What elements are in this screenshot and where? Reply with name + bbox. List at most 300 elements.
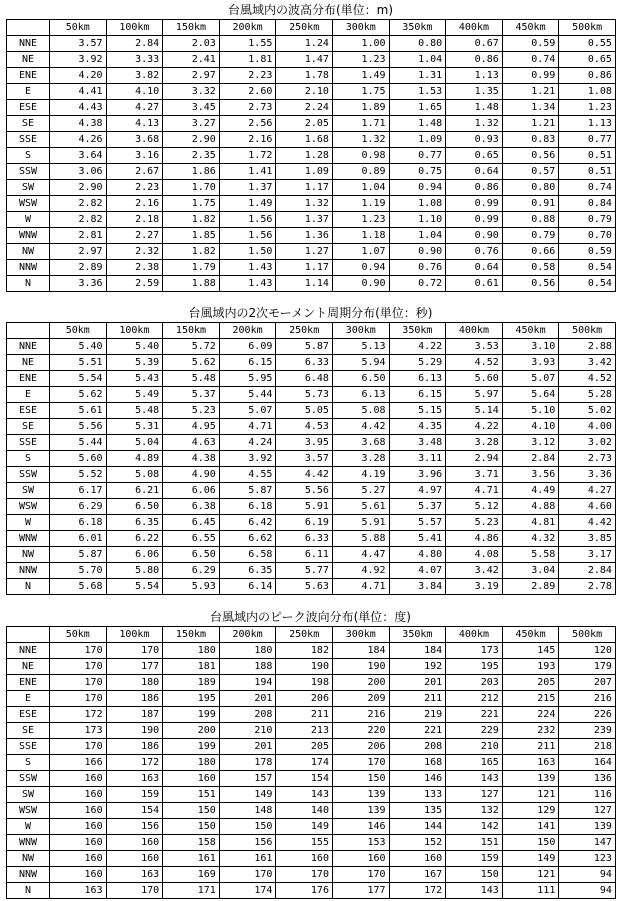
value-cell: 176 (276, 883, 333, 899)
column-header: 400km (446, 323, 503, 339)
value-cell: 172 (106, 755, 163, 771)
value-cell: 182 (276, 643, 333, 659)
direction-cell: SSW (7, 467, 50, 483)
value-cell: 221 (446, 707, 503, 723)
table-row (7, 819, 616, 835)
value-cell: 177 (332, 883, 389, 899)
value-cell: 1.49 (332, 68, 389, 84)
value-cell: 143 (446, 771, 503, 787)
column-header: 350km (389, 627, 446, 643)
peak-direction-title: 台風域内のピーク波向分布(単位：度) (210, 610, 411, 624)
table-row (7, 787, 616, 803)
value-cell: 140 (276, 803, 333, 819)
value-cell: 149 (502, 851, 559, 867)
value-cell: 169 (163, 867, 220, 883)
value-cell: 4.71 (332, 579, 389, 595)
value-cell: 3.56 (502, 467, 559, 483)
table-row (7, 563, 616, 579)
direction-cell: NNW (7, 260, 50, 276)
value-cell: 6.35 (219, 563, 276, 579)
value-cell: 2.38 (106, 260, 163, 276)
value-cell: 3.12 (502, 435, 559, 451)
value-cell: 2.03 (163, 36, 220, 52)
value-cell: 210 (219, 723, 276, 739)
value-cell: 3.02 (559, 435, 616, 451)
value-cell: 154 (276, 771, 333, 787)
value-cell: 3.36 (50, 276, 107, 292)
value-cell: 192 (389, 659, 446, 675)
value-cell: 120 (559, 643, 616, 659)
value-cell: 142 (446, 819, 503, 835)
value-cell: 4.27 (559, 483, 616, 499)
value-cell: 5.68 (50, 579, 107, 595)
table-row (7, 419, 616, 435)
direction-cell: NNW (7, 867, 50, 883)
value-cell: 1.71 (332, 116, 389, 132)
value-cell: 0.77 (559, 132, 616, 148)
value-cell: 6.48 (276, 371, 333, 387)
value-cell: 163 (106, 771, 163, 787)
value-cell: 6.22 (106, 531, 163, 547)
value-cell: 190 (332, 659, 389, 675)
value-cell: 1.47 (276, 52, 333, 68)
wave-period-title: 台風域内の2次モーメント周期分布(単位：秒) (188, 306, 433, 320)
value-cell: 144 (389, 819, 446, 835)
value-cell: 150 (446, 867, 503, 883)
value-cell: 4.53 (276, 419, 333, 435)
table-row (7, 36, 616, 52)
value-cell: 199 (163, 739, 220, 755)
value-cell: 5.88 (332, 531, 389, 547)
value-cell: 160 (106, 851, 163, 867)
value-cell: 1.41 (219, 164, 276, 180)
value-cell: 0.79 (502, 228, 559, 244)
value-cell: 1.48 (446, 100, 503, 116)
column-header: 250km (276, 627, 333, 643)
value-cell: 3.93 (502, 355, 559, 371)
value-cell: 1.72 (219, 148, 276, 164)
value-cell: 6.33 (276, 355, 333, 371)
value-cell: 0.83 (502, 132, 559, 148)
direction-cell: E (7, 387, 50, 403)
value-cell: 6.50 (332, 371, 389, 387)
value-cell: 213 (276, 723, 333, 739)
value-cell: 5.54 (50, 371, 107, 387)
value-cell: 132 (446, 803, 503, 819)
value-cell: 4.07 (389, 563, 446, 579)
value-cell: 160 (332, 851, 389, 867)
value-cell: 229 (446, 723, 503, 739)
value-cell: 1.75 (163, 196, 220, 212)
value-cell: 2.18 (106, 212, 163, 228)
value-cell: 94 (559, 867, 616, 883)
column-header: 300km (332, 323, 389, 339)
value-cell: 4.71 (219, 419, 276, 435)
value-cell: 205 (502, 675, 559, 691)
value-cell: 3.10 (502, 339, 559, 355)
value-cell: 6.01 (50, 531, 107, 547)
value-cell: 1.88 (163, 276, 220, 292)
value-cell: 1.09 (389, 132, 446, 148)
value-cell: 1.32 (276, 196, 333, 212)
direction-cell: N (7, 579, 50, 595)
value-cell: 1.35 (446, 84, 503, 100)
value-cell: 2.23 (106, 180, 163, 196)
value-cell: 4.42 (276, 467, 333, 483)
direction-cell: N (7, 276, 50, 292)
direction-cell: NNE (7, 339, 50, 355)
value-cell: 2.59 (106, 276, 163, 292)
value-cell: 170 (106, 883, 163, 899)
value-cell: 4.89 (106, 451, 163, 467)
value-cell: 172 (389, 883, 446, 899)
table-row (7, 164, 616, 180)
table-row (7, 675, 616, 691)
value-cell: 147 (559, 835, 616, 851)
value-cell: 0.56 (502, 276, 559, 292)
value-cell: 1.31 (389, 68, 446, 84)
value-cell: 5.37 (389, 499, 446, 515)
value-cell: 198 (276, 675, 333, 691)
table-row (7, 659, 616, 675)
value-cell: 1.79 (163, 260, 220, 276)
value-cell: 1.07 (332, 244, 389, 260)
value-cell: 5.73 (276, 387, 333, 403)
value-cell: 170 (332, 867, 389, 883)
value-cell: 5.62 (50, 387, 107, 403)
value-cell: 3.42 (446, 563, 503, 579)
direction-cell: ESE (7, 100, 50, 116)
value-cell: 5.48 (163, 371, 220, 387)
value-cell: 1.86 (163, 164, 220, 180)
header-row (7, 627, 616, 643)
peak-direction-table (6, 626, 616, 899)
value-cell: 4.20 (50, 68, 107, 84)
value-cell: 0.72 (389, 276, 446, 292)
value-cell: 0.80 (502, 180, 559, 196)
direction-cell: SW (7, 483, 50, 499)
value-cell: 209 (332, 691, 389, 707)
direction-cell: NNE (7, 643, 50, 659)
value-cell: 2.23 (219, 68, 276, 84)
value-cell: 208 (389, 739, 446, 755)
value-cell: 5.07 (219, 403, 276, 419)
wave-period-section (6, 304, 615, 595)
value-cell: 4.81 (502, 515, 559, 531)
value-cell: 208 (219, 707, 276, 723)
table-row (7, 707, 616, 723)
value-cell: 151 (446, 835, 503, 851)
value-cell: 6.38 (163, 499, 220, 515)
value-cell: 1.37 (219, 180, 276, 196)
value-cell: 139 (502, 771, 559, 787)
table-row (7, 499, 616, 515)
column-header: 450km (502, 627, 559, 643)
direction-cell: E (7, 691, 50, 707)
value-cell: 5.02 (559, 403, 616, 419)
direction-cell: S (7, 755, 50, 771)
direction-cell: NW (7, 851, 50, 867)
table-row (7, 739, 616, 755)
table-row (7, 84, 616, 100)
wave-height-section (6, 1, 615, 292)
value-cell: 4.97 (389, 483, 446, 499)
value-cell: 1.68 (276, 132, 333, 148)
header-row (7, 20, 616, 36)
value-cell: 1.21 (502, 116, 559, 132)
value-cell: 0.74 (559, 180, 616, 196)
direction-cell: SSE (7, 739, 50, 755)
value-cell: 6.15 (389, 387, 446, 403)
direction-cell: ESE (7, 707, 50, 723)
value-cell: 1.09 (276, 164, 333, 180)
value-cell: 116 (559, 787, 616, 803)
value-cell: 4.55 (219, 467, 276, 483)
value-cell: 3.27 (163, 116, 220, 132)
value-cell: 0.84 (559, 196, 616, 212)
value-cell: 153 (332, 835, 389, 851)
column-header: 150km (163, 627, 220, 643)
value-cell: 6.14 (219, 579, 276, 595)
value-cell: 4.08 (446, 547, 503, 563)
value-cell: 2.16 (106, 196, 163, 212)
value-cell: 174 (276, 755, 333, 771)
value-cell: 3.45 (163, 100, 220, 116)
value-cell: 2.60 (219, 84, 276, 100)
value-cell: 211 (502, 739, 559, 755)
value-cell: 163 (50, 883, 107, 899)
value-cell: 5.63 (276, 579, 333, 595)
direction-cell: SSW (7, 771, 50, 787)
value-cell: 3.28 (446, 435, 503, 451)
value-cell: 127 (446, 787, 503, 803)
value-cell: 2.32 (106, 244, 163, 260)
value-cell: 1.32 (446, 116, 503, 132)
value-cell: 5.52 (50, 467, 107, 483)
value-cell: 2.90 (50, 180, 107, 196)
value-cell: 170 (276, 867, 333, 883)
direction-cell: WNW (7, 228, 50, 244)
value-cell: 1.34 (502, 100, 559, 116)
value-cell: 1.78 (276, 68, 333, 84)
column-header: 200km (219, 323, 276, 339)
value-cell: 155 (276, 835, 333, 851)
value-cell: 1.13 (446, 68, 503, 84)
value-cell: 5.05 (276, 403, 333, 419)
value-cell: 0.80 (389, 36, 446, 52)
corner-cell (7, 323, 50, 339)
value-cell: 5.40 (106, 339, 163, 355)
table-row (7, 531, 616, 547)
peak-direction-section (6, 608, 615, 899)
value-cell: 1.82 (163, 212, 220, 228)
value-cell: 4.32 (502, 531, 559, 547)
table-row (7, 851, 616, 867)
table-row (7, 483, 616, 499)
value-cell: 152 (389, 835, 446, 851)
value-cell: 3.33 (106, 52, 163, 68)
value-cell: 6.50 (163, 547, 220, 563)
direction-cell: SW (7, 180, 50, 196)
value-cell: 5.48 (106, 403, 163, 419)
value-cell: 1.53 (389, 84, 446, 100)
value-cell: 3.11 (389, 451, 446, 467)
value-cell: 1.56 (219, 212, 276, 228)
value-cell: 3.19 (446, 579, 503, 595)
value-cell: 200 (163, 723, 220, 739)
value-cell: 1.23 (332, 212, 389, 228)
value-cell: 190 (276, 659, 333, 675)
column-header: 150km (163, 323, 220, 339)
value-cell: 1.23 (559, 100, 616, 116)
value-cell: 3.57 (276, 451, 333, 467)
value-cell: 2.35 (163, 148, 220, 164)
direction-cell: WNW (7, 835, 50, 851)
value-cell: 2.05 (276, 116, 333, 132)
value-cell: 6.06 (163, 483, 220, 499)
value-cell: 0.99 (446, 212, 503, 228)
value-cell: 239 (559, 723, 616, 739)
corner-cell (7, 20, 50, 36)
value-cell: 4.52 (559, 371, 616, 387)
value-cell: 4.90 (163, 467, 220, 483)
value-cell: 5.60 (446, 371, 503, 387)
value-cell: 4.00 (559, 419, 616, 435)
value-cell: 1.19 (332, 196, 389, 212)
value-cell: 0.90 (446, 228, 503, 244)
value-cell: 3.68 (332, 435, 389, 451)
value-cell: 1.70 (163, 180, 220, 196)
value-cell: 1.49 (219, 196, 276, 212)
value-cell: 145 (502, 643, 559, 659)
value-cell: 170 (50, 659, 107, 675)
value-cell: 4.38 (163, 451, 220, 467)
direction-cell: ESE (7, 403, 50, 419)
value-cell: 211 (276, 707, 333, 723)
value-cell: 5.44 (50, 435, 107, 451)
value-cell: 0.51 (559, 148, 616, 164)
value-cell: 1.48 (389, 116, 446, 132)
value-cell: 6.42 (219, 515, 276, 531)
column-header: 200km (219, 627, 276, 643)
value-cell: 1.82 (163, 244, 220, 260)
value-cell: 160 (50, 851, 107, 867)
value-cell: 0.61 (446, 276, 503, 292)
direction-cell: SE (7, 723, 50, 739)
value-cell: 6.13 (389, 371, 446, 387)
value-cell: 5.93 (163, 579, 220, 595)
direction-cell: ENE (7, 371, 50, 387)
value-cell: 3.85 (559, 531, 616, 547)
direction-cell: SE (7, 419, 50, 435)
value-cell: 3.36 (559, 467, 616, 483)
value-cell: 5.97 (446, 387, 503, 403)
table-row (7, 547, 616, 563)
value-cell: 3.71 (446, 467, 503, 483)
column-header: 500km (559, 20, 616, 36)
value-cell: 3.68 (106, 132, 163, 148)
value-cell: 2.88 (559, 339, 616, 355)
value-cell: 216 (332, 707, 389, 723)
value-cell: 195 (163, 691, 220, 707)
value-cell: 0.98 (332, 148, 389, 164)
value-cell: 221 (389, 723, 446, 739)
table-row (7, 515, 616, 531)
value-cell: 211 (389, 691, 446, 707)
value-cell: 170 (50, 739, 107, 755)
value-cell: 160 (276, 851, 333, 867)
column-header: 50km (50, 627, 107, 643)
value-cell: 6.35 (106, 515, 163, 531)
value-cell: 207 (559, 675, 616, 691)
value-cell: 1.04 (389, 228, 446, 244)
column-header: 50km (50, 323, 107, 339)
value-cell: 5.08 (106, 467, 163, 483)
value-cell: 180 (106, 675, 163, 691)
value-cell: 0.57 (502, 164, 559, 180)
value-cell: 173 (50, 723, 107, 739)
value-cell: 6.18 (219, 499, 276, 515)
column-header: 300km (332, 627, 389, 643)
value-cell: 216 (559, 691, 616, 707)
value-cell: 174 (219, 883, 276, 899)
value-cell: 224 (502, 707, 559, 723)
value-cell: 1.08 (559, 84, 616, 100)
value-cell: 5.95 (219, 371, 276, 387)
table-row (7, 723, 616, 739)
value-cell: 136 (559, 771, 616, 787)
table-row (7, 148, 616, 164)
table-row (7, 260, 616, 276)
value-cell: 219 (389, 707, 446, 723)
value-cell: 127 (559, 803, 616, 819)
value-cell: 4.95 (163, 419, 220, 435)
value-cell: 160 (163, 771, 220, 787)
value-cell: 186 (106, 739, 163, 755)
table-row (7, 276, 616, 292)
value-cell: 167 (389, 867, 446, 883)
column-header: 100km (106, 627, 163, 643)
table-row (7, 467, 616, 483)
value-cell: 5.72 (163, 339, 220, 355)
value-cell: 2.67 (106, 164, 163, 180)
value-cell: 163 (106, 867, 163, 883)
table-row (7, 355, 616, 371)
value-cell: 1.18 (332, 228, 389, 244)
value-cell: 4.13 (106, 116, 163, 132)
value-cell: 1.28 (276, 148, 333, 164)
value-cell: 5.87 (219, 483, 276, 499)
value-cell: 5.62 (163, 355, 220, 371)
value-cell: 160 (50, 803, 107, 819)
direction-cell: NE (7, 659, 50, 675)
value-cell: 6.33 (276, 531, 333, 547)
value-cell: 3.06 (50, 164, 107, 180)
direction-cell: NW (7, 244, 50, 260)
value-cell: 199 (163, 707, 220, 723)
value-cell: 2.90 (163, 132, 220, 148)
value-cell: 0.54 (559, 276, 616, 292)
value-cell: 4.60 (559, 499, 616, 515)
direction-cell: SSE (7, 132, 50, 148)
value-cell: 2.16 (219, 132, 276, 148)
value-cell: 2.97 (163, 68, 220, 84)
value-cell: 5.31 (106, 419, 163, 435)
value-cell: 0.59 (502, 36, 559, 52)
value-cell: 4.49 (502, 483, 559, 499)
value-cell: 149 (219, 787, 276, 803)
value-cell: 6.55 (163, 531, 220, 547)
